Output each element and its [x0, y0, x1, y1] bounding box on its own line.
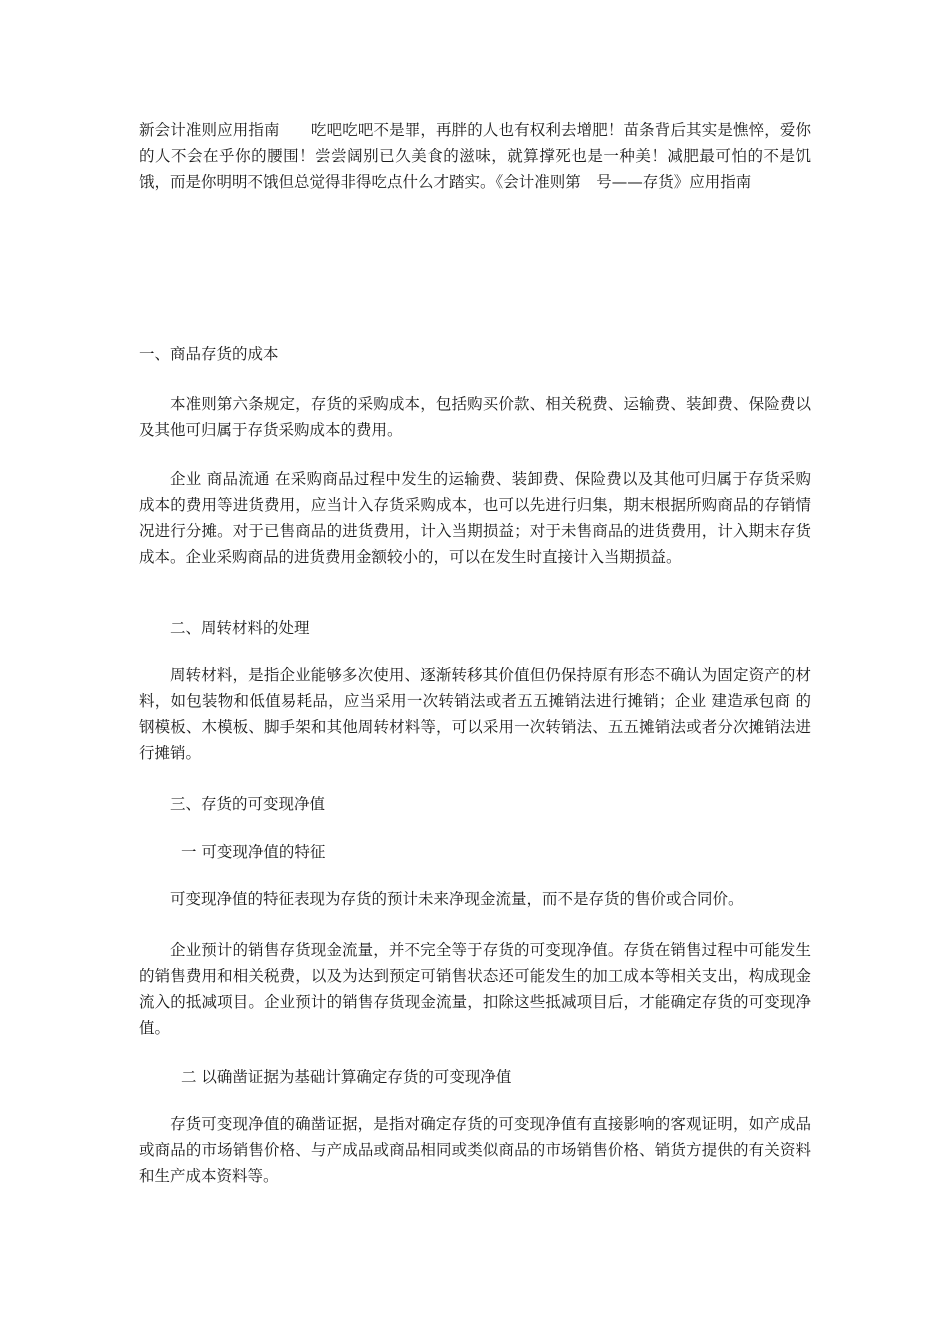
section-1-heading: 一、商品存货的成本: [139, 345, 279, 363]
section-1-paragraph-1: 本准则第六条规定，存货的采购成本，包括购买价款、相关税费、运输费、装卸费、保险费以及其他可归属于存货采购成本的费用。: [139, 395, 811, 439]
intro-paragraph: 新会计准则应用指南 吃吧吃吧不是罪，再胖的人也有权利去增肥！苗条背后其实是憔悴，爱你的人不会在乎你的腰围！尝尝阔别已久美食的滋味，就算撑死也是一种美！减肥最可怕的不是饥饿，而是你明明不饿但总觉得非得吃点什么才踏实。《会计准则第 号——存货》应用指南: [139, 121, 811, 191]
section-2-heading: 二、周转材料的处理: [170, 619, 310, 637]
section-2-paragraph-1: 周转材料，是指企业能够多次使用、逐渐转移其价值但仍保持原有形态不确认为固定资产的材料，如包装物和低值易耗品，应当采用一次转销法或者五五摊销法进行摊销；企业 建造承包商 的钢模板、木模板、脚手架和其他周转材料等，可以采用一次转销法、五五摊销法或者分次摊销法进行摊销。: [139, 666, 811, 762]
subsection-1-paragraph-2: 企业预计的销售存货现金流量，并不完全等于存货的可变现净值。存货在销售过程中可能发生的销售费用和相关税费，以及为达到预定可销售状态还可能发生的加工成本等相关支出，构成现金流入的抵减项目。企业预计的销售存货现金流量，扣除这些抵减项目后，才能确定存货的可变现净值。: [139, 941, 811, 1037]
section-1-paragraph-2: 企业 商品流通 在采购商品过程中发生的运输费、装卸费、保险费以及其他可归属于存货采购成本的费用等进货费用，应当计入存货采购成本，也可以先进行归集，期末根据所购商品的存销情况进行分摊。对于已售商品的进货费用，计入当期损益；对于未售商品的进货费用，计入期末存货成本。企业采购商品的进货费用金额较小的，可以在发生时直接计入当期损益。: [139, 470, 811, 566]
subsection-1-heading: 一 可变现净值的特征: [181, 843, 326, 861]
subsection-1-paragraph-1: 可变现净值的特征表现为存货的预计未来净现金流量，而不是存货的售价或合同价。: [170, 890, 744, 908]
subsection-2-paragraph-1: 存货可变现净值的确凿证据，是指对确定存货的可变现净值有直接影响的客观证明，如产成品或商品的市场销售价格、与产成品或商品相同或类似商品的市场销售价格、销货方提供的有关资料和生产成本资料等。: [139, 1115, 811, 1185]
subsection-2-heading: 二 以确凿证据为基础计算确定存货的可变现净值: [181, 1068, 512, 1086]
section-3-heading: 三、存货的可变现净值: [170, 795, 326, 813]
